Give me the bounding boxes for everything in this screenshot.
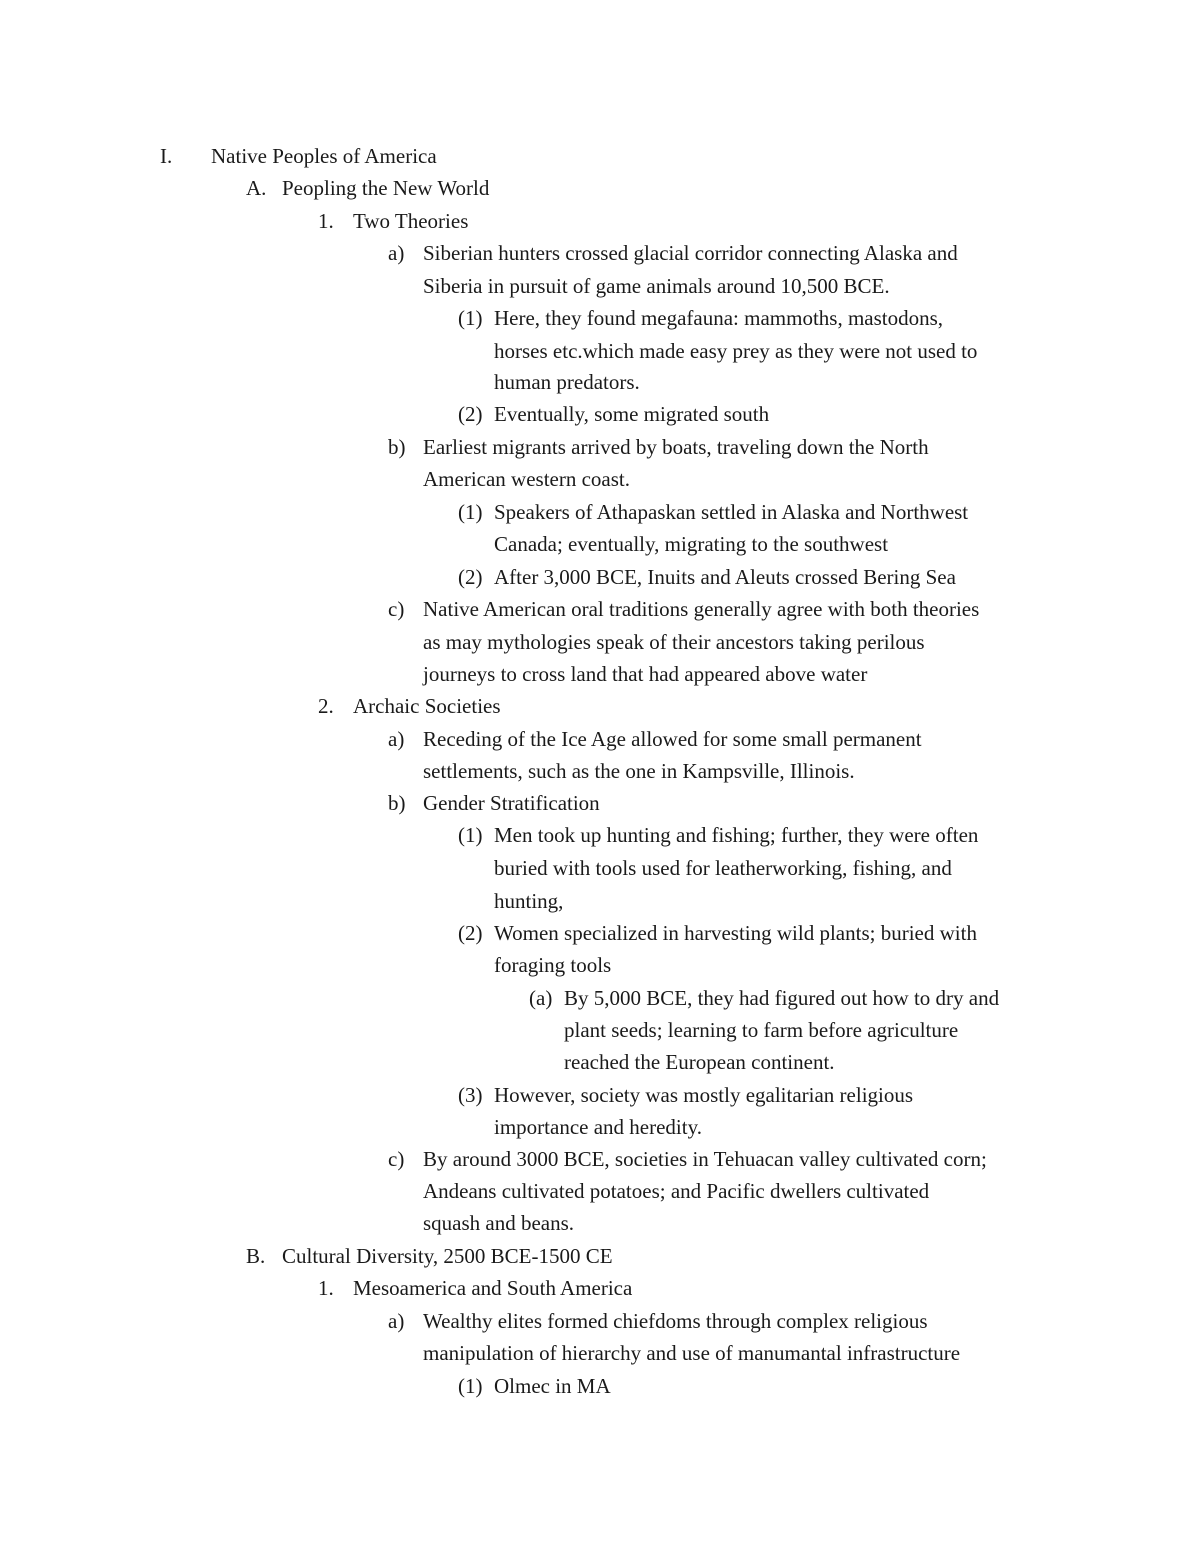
list-item-text: squash and beans.: [423, 1211, 575, 1235]
list-item-text: hunting,: [494, 889, 564, 913]
list-item-text: journeys to cross land that had appeared above water: [423, 662, 868, 686]
list-marker: (a): [529, 986, 553, 1010]
list-marker: c): [388, 1147, 405, 1171]
list-item-text: Siberian hunters crossed glacial corridor connecting Alaska and: [423, 241, 958, 265]
list-item-text: Olmec in MA: [494, 1374, 611, 1398]
list-item-text: Earliest migrants arrived by boats, traveling down the North: [423, 435, 929, 459]
list-marker: 1.: [318, 1276, 334, 1300]
list-item-text: foraging tools: [494, 953, 612, 977]
list-item-text: human predators.: [494, 370, 640, 394]
list-marker: (3): [458, 1083, 483, 1107]
list-marker: (2): [458, 402, 483, 426]
list-item-text: horses etc.which made easy prey as they were not used to: [494, 339, 978, 363]
list-item-text: Mesoamerica and South America: [353, 1276, 633, 1300]
list-marker: a): [388, 727, 405, 751]
list-item-text: plant seeds; learning to farm before agriculture: [564, 1018, 959, 1042]
list-item-text: as may mythologies speak of their ancestors taking perilous: [423, 630, 925, 654]
list-marker: I.: [160, 144, 173, 168]
list-marker: c): [388, 597, 405, 621]
list-item-text: Native American oral traditions generally agree with both theories: [423, 597, 980, 621]
list-item-text: Archaic Societies: [353, 694, 501, 718]
list-item-text: Two Theories: [353, 209, 469, 233]
list-item-text: Canada; eventually, migrating to the southwest: [494, 532, 889, 556]
list-item-text: buried with tools used for leatherworking, fishing, and: [494, 856, 952, 880]
list-item-text: importance and heredity.: [494, 1115, 702, 1139]
list-item-text: reached the European continent.: [564, 1050, 835, 1074]
list-item-text: Andeans cultivated potatoes; and Pacific dwellers cultivated: [423, 1179, 930, 1203]
list-item-text: After 3,000 BCE, Inuits and Aleuts crossed Bering Sea: [494, 565, 956, 589]
list-marker: B.: [246, 1244, 266, 1268]
list-marker: (1): [458, 823, 483, 847]
list-item-text: Eventually, some migrated south: [494, 402, 770, 426]
list-item-text: Gender Stratification: [423, 791, 600, 815]
list-marker: 1.: [318, 209, 334, 233]
list-item-text: settlements, such as the one in Kampsville, Illinois.: [423, 759, 855, 783]
list-marker: (2): [458, 921, 483, 945]
list-item-text: American western coast.: [423, 467, 630, 491]
list-item-text: manipulation of hierarchy and use of manumantal infrastructure: [423, 1341, 961, 1365]
list-marker: (2): [458, 565, 483, 589]
list-marker: b): [388, 435, 406, 459]
list-marker: (1): [458, 500, 483, 524]
list-marker: 2.: [318, 694, 334, 718]
list-marker: A.: [246, 176, 267, 200]
list-item-text: By around 3000 BCE, societies in Tehuacan valley cultivated corn;: [423, 1147, 987, 1171]
list-item-text: However, society was mostly egalitarian religious: [494, 1083, 914, 1107]
list-item-text: By 5,000 BCE, they had figured out how to dry and: [564, 986, 1000, 1010]
list-item-text: Wealthy elites formed chiefdoms through complex religious: [423, 1309, 928, 1333]
list-item-text: Receding of the Ice Age allowed for some small permanent: [423, 727, 922, 751]
list-item-text: Men took up hunting and fishing; further, they were often: [494, 823, 979, 847]
list-item-text: Native Peoples of America: [211, 144, 437, 168]
list-item-text: Siberia in pursuit of game animals around 10,500 BCE.: [423, 274, 890, 298]
list-item-text: Peopling the New World: [282, 176, 490, 200]
list-item-text: Cultural Diversity, 2500 BCE-1500 CE: [282, 1244, 613, 1268]
list-item-text: Women specialized in harvesting wild plants; buried with: [494, 921, 977, 945]
list-marker: a): [388, 1309, 405, 1333]
list-marker: (1): [458, 306, 483, 330]
list-marker: b): [388, 791, 406, 815]
list-marker: a): [388, 241, 405, 265]
list-marker: (1): [458, 1374, 483, 1398]
list-item-text: Speakers of Athapaskan settled in Alaska and Northwest: [494, 500, 969, 524]
list-item-text: Here, they found megafauna: mammoths, mastodons,: [494, 306, 944, 330]
